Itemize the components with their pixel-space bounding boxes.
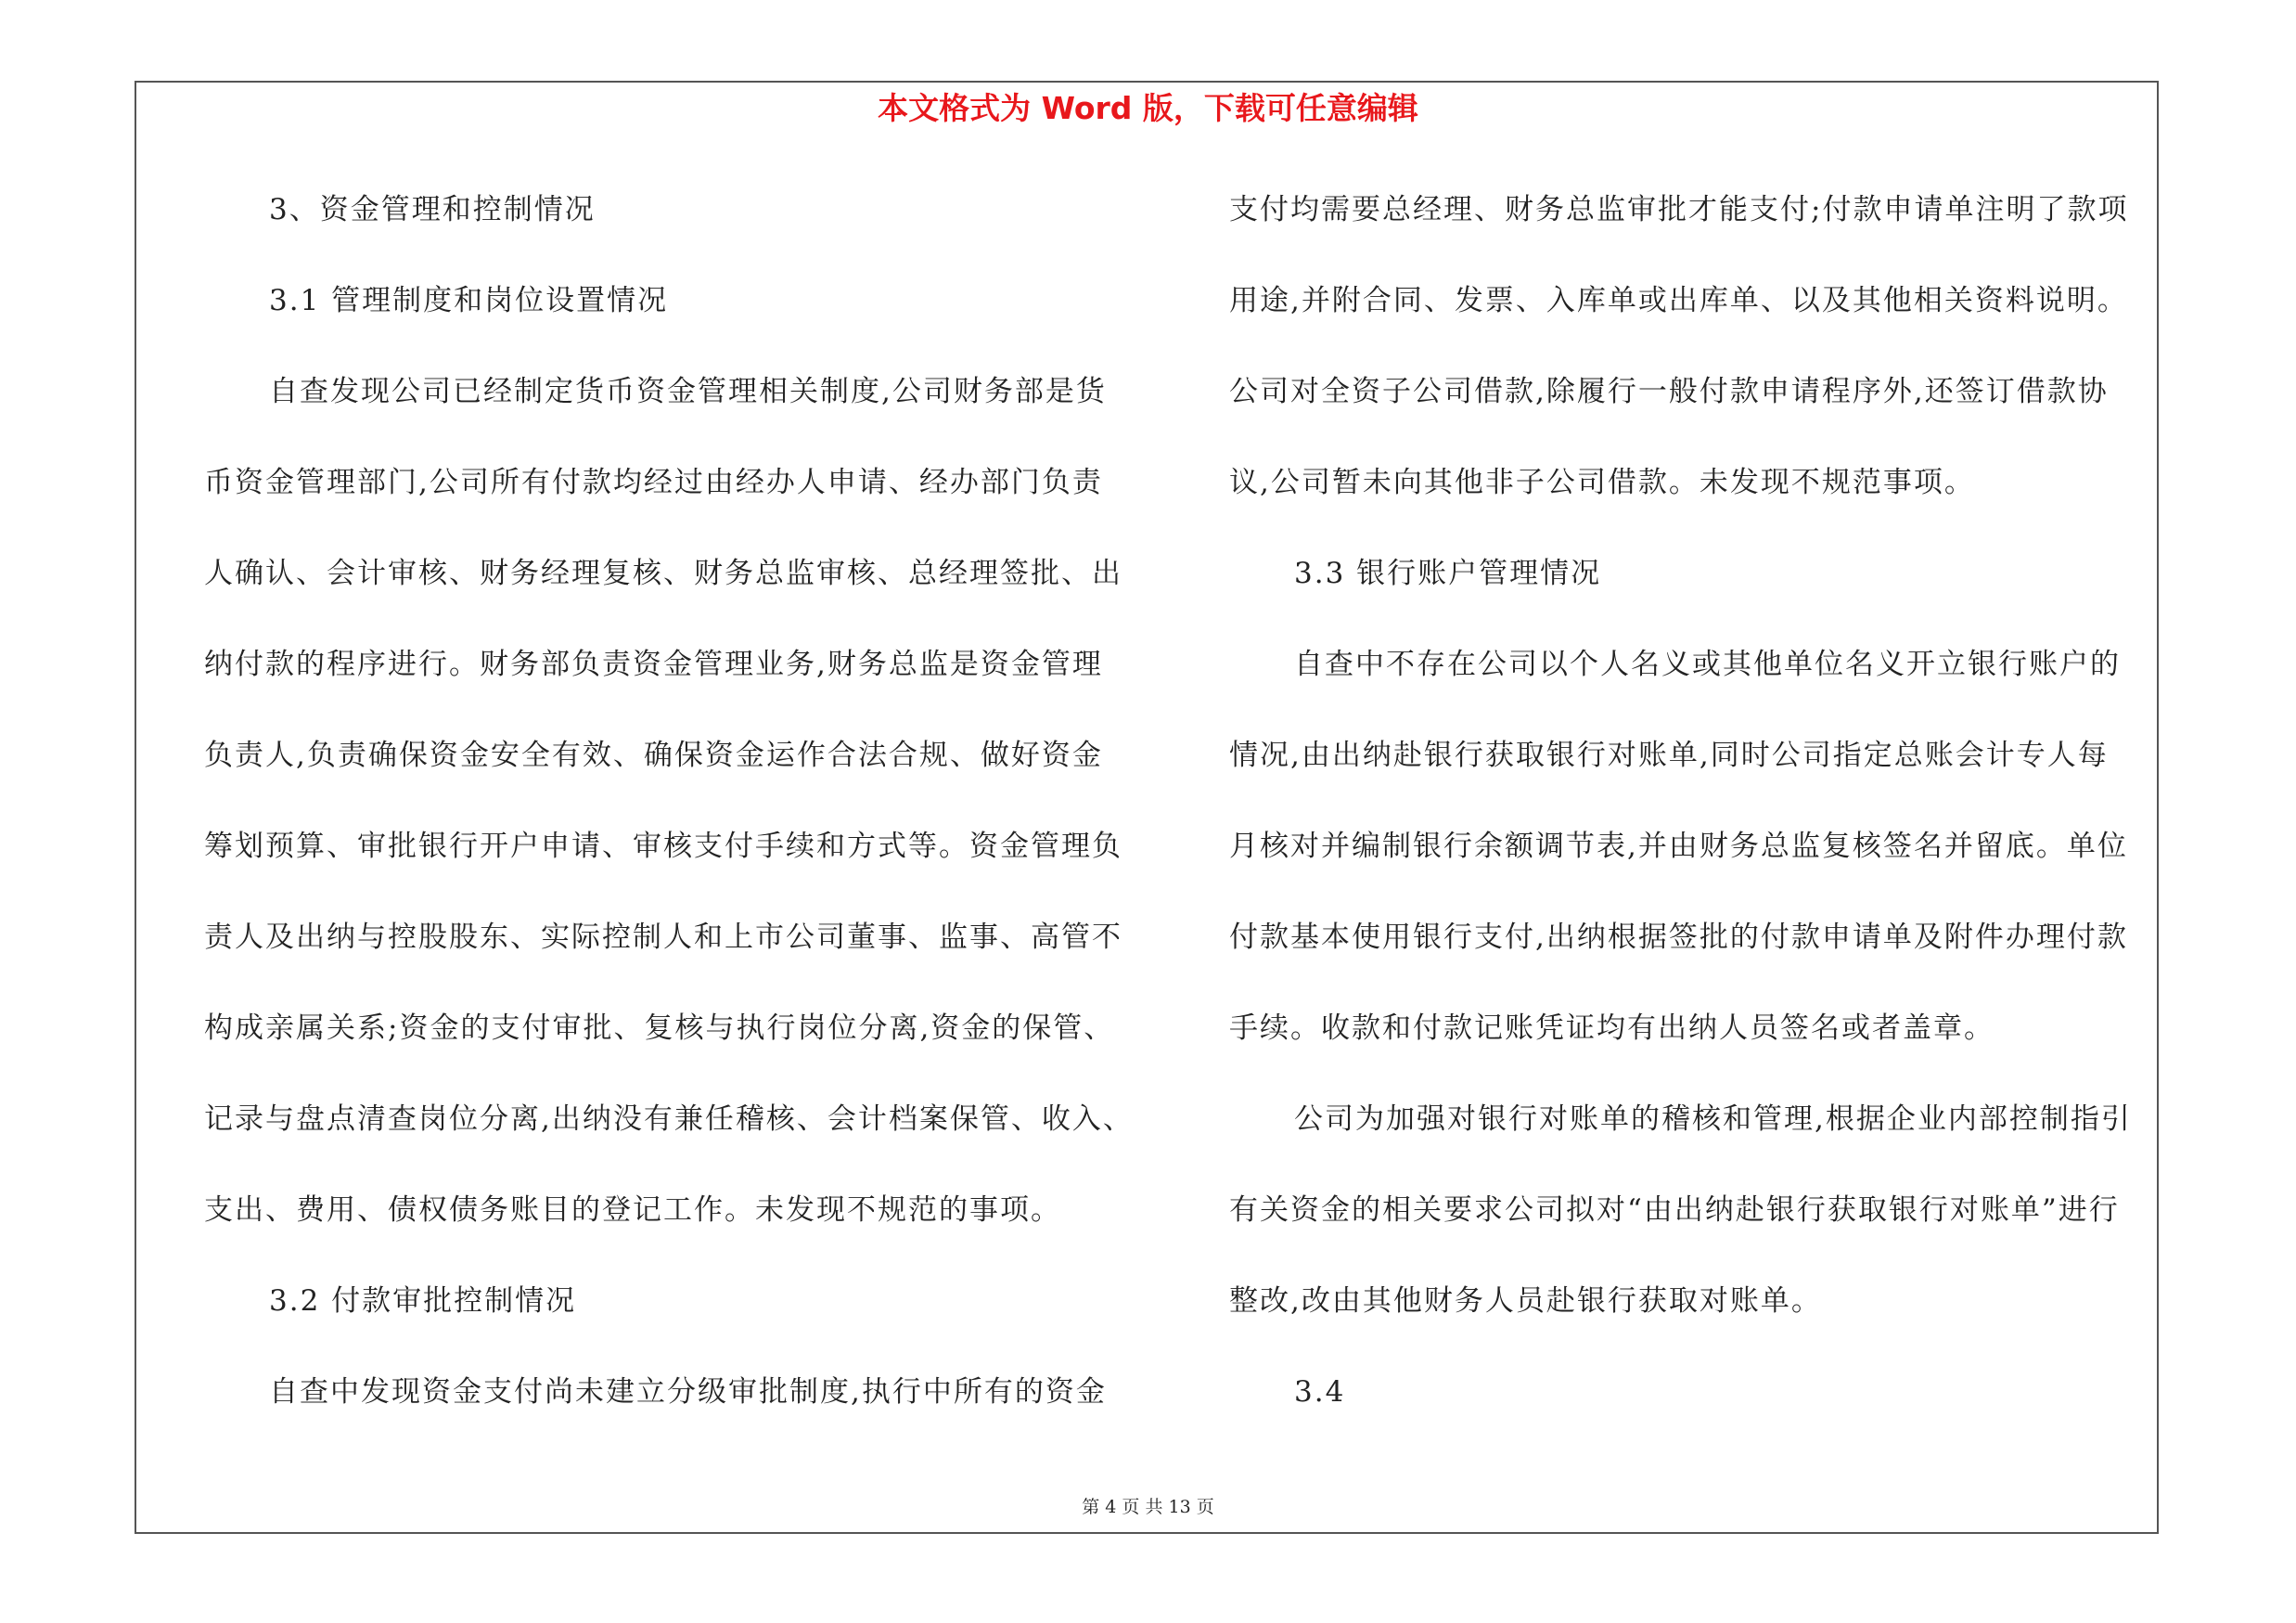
text-line: 币资金管理部门,公司所有付款均经过由经办人申请、经办部门负责 (204, 466, 1103, 499)
text-line: 情况,由出纳赴银行获取银行对账单,同时公司指定总账会计专人每 (1229, 739, 2109, 772)
word-format-banner: 本文格式为 Word 版，下载可任意编辑 (878, 90, 1418, 126)
text-line: 支付均需要总经理、财务总监审批才能支付;付款申请单注明了款项 (1229, 193, 2129, 226)
text-line: 责人及出纳与控股股东、实际控制人和上市公司董事、监事、高管不 (204, 921, 1122, 954)
text-line: 3.3 银行账户管理情况 (1294, 557, 1602, 590)
text-line: 整改,改由其他财务人员赴银行获取对账单。 (1229, 1284, 1822, 1318)
text-line: 有关资金的相关要求公司拟对“由出纳赴银行获取银行对账单”进行 (1229, 1193, 2120, 1227)
text-line: 月核对并编制银行余额调节表,并由财务总监复核签名并留底。单位 (1229, 830, 2128, 863)
text-line: 议,公司暂未向其他非子公司借款。未发现不规范事项。 (1229, 466, 1975, 499)
text-line: 3、资金管理和控制情况 (269, 193, 596, 226)
text-line: 记录与盘点清查岗位分离,出纳没有兼任稽核、会计档案保管、收入、 (204, 1102, 1134, 1136)
text-line: 用途,并附合同、发票、入库单或出库单、以及其他相关资料说明。 (1229, 284, 2128, 317)
text-line: 付款基本使用银行支付,出纳根据签批的付款申请单及附件办理付款 (1229, 921, 2128, 954)
text-line: 手续。收款和付款记账凭证均有出纳人员签名或者盖章。 (1229, 1011, 1995, 1045)
text-line: 自查发现公司已经制定货币资金管理相关制度,公司财务部是货 (269, 375, 1107, 408)
text-line: 3.2 付款审批控制情况 (269, 1284, 577, 1318)
text-line: 自查中不存在公司以个人名义或其他单位名义开立银行账户的 (1294, 648, 2121, 681)
text-line: 负责人,负责确保资金安全有效、确保资金运作合法合规、做好资金 (204, 739, 1103, 772)
text-line: 3.4 (1294, 1375, 1346, 1409)
text-line: 公司为加强对银行对账单的稽核和管理,根据企业内部控制指引 (1294, 1102, 2132, 1136)
text-line: 3.1 管理制度和岗位设置情况 (269, 284, 669, 317)
text-line: 自查中发现资金支付尚未建立分级审批制度,执行中所有的资金 (269, 1375, 1107, 1409)
text-line: 支出、费用、债权债务账目的登记工作。未发现不规范的事项。 (204, 1193, 1061, 1227)
text-line: 构成亲属关系;资金的支付审批、复核与执行岗位分离,资金的保管、 (204, 1011, 1115, 1045)
right-text-column (1229, 182, 2157, 1455)
text-line: 筹划预算、审批银行开户申请、审核支付手续和方式等。资金管理负 (204, 830, 1122, 863)
text-line: 人确认、会计审核、财务经理复核、财务总监审核、总经理签批、出 (204, 557, 1122, 590)
text-line: 纳付款的程序进行。财务部负责资金管理业务,财务总监是资金管理 (204, 648, 1103, 681)
left-text-column (204, 182, 1132, 1455)
text-line: 公司对全资子公司借款,除履行一般付款申请程序外,还签订借款协 (1229, 375, 2109, 408)
page-number-footer: 第 4 页 共 13 页 (1082, 1497, 1214, 1517)
